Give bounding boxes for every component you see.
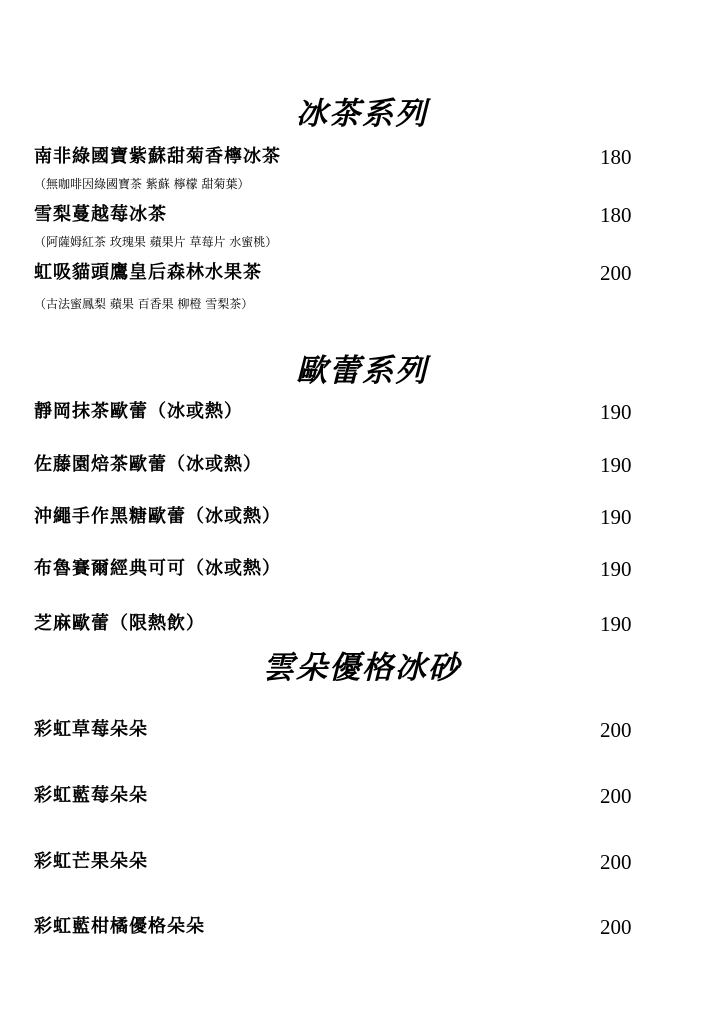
menu-item-ingredients: （無咖啡因綠國寶茶 紫蘇 檸檬 甜菊葉） <box>34 177 250 191</box>
menu-item-name: 虹吸貓頭鷹皇后森林水果茶 <box>34 262 262 283</box>
menu-item-price: 180 <box>600 203 632 227</box>
menu-item-name: 佐藤園焙茶歐蕾（冰或熱） <box>34 454 262 475</box>
menu-item-name: 彩虹藍莓朵朵 <box>34 785 148 806</box>
section-title-iced-tea: 冰茶系列 <box>296 96 428 132</box>
menu-item-price: 190 <box>600 505 632 529</box>
menu-item-price: 190 <box>600 612 632 636</box>
menu-item-name: 彩虹草莓朵朵 <box>34 719 148 740</box>
menu-item-ingredients: （古法蜜鳳梨 蘋果 百香果 柳橙 雪梨茶） <box>34 297 254 311</box>
menu-item-price: 180 <box>600 145 632 169</box>
menu-item-name: 彩虹芒果朵朵 <box>34 851 148 872</box>
menu-item-ingredients: （阿薩姆紅茶 玫瑰果 蘋果片 草莓片 水蜜桃） <box>34 235 278 249</box>
menu-item-name: 沖繩手作黑糖歐蕾（冰或熱） <box>34 506 281 527</box>
menu-item-price: 190 <box>600 557 632 581</box>
menu-item-price: 200 <box>600 718 632 742</box>
menu-item-price: 200 <box>600 915 632 939</box>
menu-item-price: 190 <box>600 453 632 477</box>
menu-item-price: 200 <box>600 261 632 285</box>
menu-item-name: 彩虹藍柑橘優格朵朵 <box>34 916 205 937</box>
menu-item-price: 200 <box>600 850 632 874</box>
menu-item-price: 190 <box>600 400 632 424</box>
menu-item-name: 南非綠國寶紫蘇甜菊香檸冰茶 <box>34 146 281 167</box>
menu-item-name: 芝麻歐蕾（限熱飲） <box>34 613 205 634</box>
menu-item-name: 靜岡抹茶歐蕾（冰或熱） <box>34 401 243 422</box>
menu-item-name: 布魯賽爾經典可可（冰或熱） <box>34 558 281 579</box>
section-title-yogurt-smoothie: 雲朵優格冰砂 <box>263 650 461 686</box>
section-title-au-lait: 歐蕾系列 <box>296 353 428 389</box>
menu-item-price: 200 <box>600 784 632 808</box>
menu-item-name: 雪梨蔓越莓冰茶 <box>34 204 167 225</box>
